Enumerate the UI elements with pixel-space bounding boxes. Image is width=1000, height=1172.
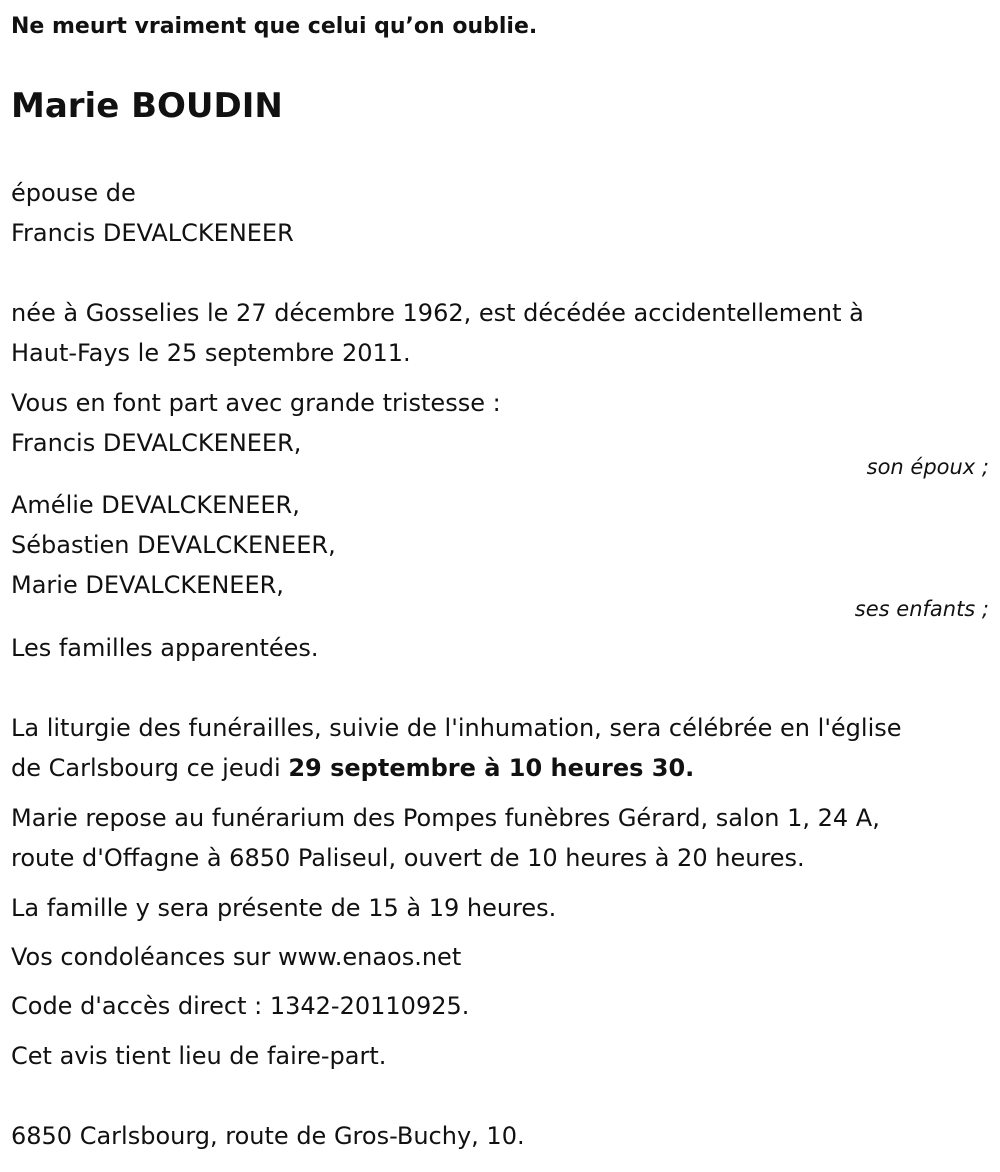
deceased-name: Marie BOUDIN [11, 86, 283, 126]
birth-death-line-1: née à Gosselies le 27 décembre 1962, est décédée accidentellement à [11, 299, 864, 327]
mourner-spouse-role: son époux ; [866, 455, 989, 479]
relatives-line: Les familles apparentées. [11, 634, 319, 662]
funeral-church-text: de Carlsbourg ce jeudi [11, 754, 289, 782]
spouse-intro: épouse de [11, 179, 136, 207]
mourner-child-3: Marie DEVALCKENEER, [11, 571, 284, 599]
rest-place-line-2: route d'Offagne à 6850 Paliseul, ouvert de 10 heures à 20 heures. [11, 844, 805, 872]
address-line: 6850 Carlsbourg, route de Gros-Buchy, 10. [11, 1122, 525, 1150]
mourner-children-role: ses enfants ; [854, 597, 989, 621]
mourner-child-1: Amélie DEVALCKENEER, [11, 491, 300, 519]
funeral-line-2 [11, 753, 694, 783]
announcement-intro: Vous en font part avec grande tristesse : [11, 389, 501, 417]
funeral-line-1: La liturgie des funérailles, suivie de l'inhumation, sera célébrée en l'église [11, 714, 902, 742]
mourner-spouse: Francis DEVALCKENEER, [11, 429, 302, 457]
mourner-child-2: Sébastien DEVALCKENEER, [11, 531, 336, 559]
epitaph-quote: Ne meurt vraiment que celui qu’on oublie. [11, 14, 538, 39]
rest-place-line-1: Marie repose au funérarium des Pompes funèbres Gérard, salon 1, 24 A, [11, 804, 880, 832]
access-code-line: Code d'accès direct : 1342-20110925. [11, 992, 470, 1020]
family-presence: La famille y sera présente de 15 à 19 heures. [11, 894, 557, 922]
birth-death-line-2: Haut-Fays le 25 septembre 2011. [11, 339, 411, 367]
notice-line: Cet avis tient lieu de faire-part. [11, 1042, 387, 1070]
condolences-line: Vos condoléances sur www.enaos.net [11, 943, 462, 971]
spouse-name: Francis DEVALCKENEER [11, 219, 294, 247]
funeral-date-time: 29 septembre à 10 heures 30. [288, 754, 695, 782]
